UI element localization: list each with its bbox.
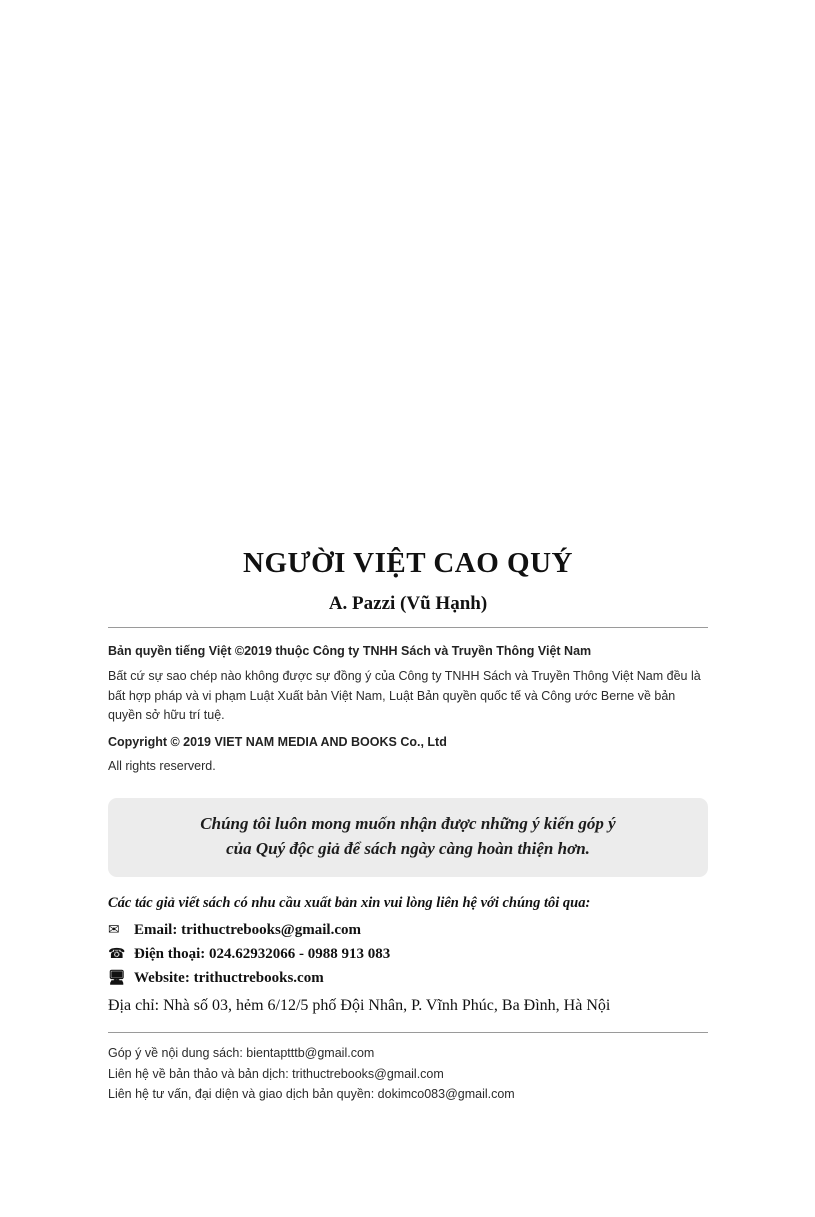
copyright-line: Copyright © 2019 VIET NAM MEDIA AND BOOKS Co., Ltd bbox=[108, 735, 447, 750]
note-rights: Liên hệ tư vấn, đại diện và giao dịch bản quyền: dokimco083@gmail.com bbox=[108, 1086, 515, 1101]
contact-website: Website: trithuctrebooks.com bbox=[134, 970, 324, 987]
list-item bbox=[108, 918, 708, 942]
phone-icon: ☎ bbox=[108, 946, 126, 963]
list-item bbox=[108, 966, 708, 990]
list-item bbox=[108, 942, 708, 966]
contact-heading: Các tác giả viết sách có nhu cầu xuất bản xin vui lòng liên hệ với chúng tôi qua: bbox=[108, 895, 591, 912]
contact-email: Email: trithuctrebooks@gmail.com bbox=[134, 922, 361, 939]
copyright-page-content bbox=[108, 548, 708, 1104]
book-author: A. Pazzi (Vũ Hạnh) bbox=[328, 592, 488, 614]
page-title: NGƯỜI VIỆT CAO QUÝ bbox=[243, 547, 573, 579]
feedback-callout bbox=[108, 798, 708, 877]
email-icon: ✉ bbox=[108, 922, 120, 939]
copyright-rights-line: Bản quyền tiếng Việt ©2019 thuộc Công ty TNHH Sách và Truyền Thông Việt Nam bbox=[108, 643, 592, 658]
copyright-notice: Bất cứ sự sao chép nào không được sự đồng ý của Công ty TNHH Sách và Truyền Thông Việt Nam đều là bất hợp pháp và vi phạm Luật Xuất bản Việt Nam, Luật Bản quyền quốc tế và Công ước Berne về bản quyền sở hữu trí tuệ. bbox=[108, 669, 701, 722]
note-manuscript: Liên hệ về bản thảo và bản dịch: trithuctrebooks@gmail.com bbox=[108, 1066, 444, 1081]
divider-bottom bbox=[108, 1032, 708, 1033]
callout-line-2: của Quý độc giả để sách ngày càng hoàn thiện hơn. bbox=[226, 838, 590, 858]
callout-line-1: Chúng tôi luôn mong muốn nhận được những ý kiến góp ý bbox=[200, 814, 616, 834]
copyright-block bbox=[108, 642, 708, 776]
contact-address: Địa chỉ: Nhà số 03, hẻm 6/12/5 phố Đội Nhân, P. Vĩnh Phúc, Ba Đình, Hà Nội bbox=[108, 997, 611, 1015]
contact-list bbox=[108, 918, 708, 990]
contact-phone: Điện thoại: 024.62932066 - 0988 913 083 bbox=[134, 946, 391, 963]
website-icon: 🖥 bbox=[108, 970, 126, 987]
all-rights-reserved: All rights reserverd. bbox=[108, 758, 216, 773]
note-content-feedback: Góp ý về nội dung sách: bientaptttb@gmail.com bbox=[108, 1046, 375, 1061]
notes-block bbox=[108, 1043, 708, 1104]
divider-top bbox=[108, 627, 708, 628]
